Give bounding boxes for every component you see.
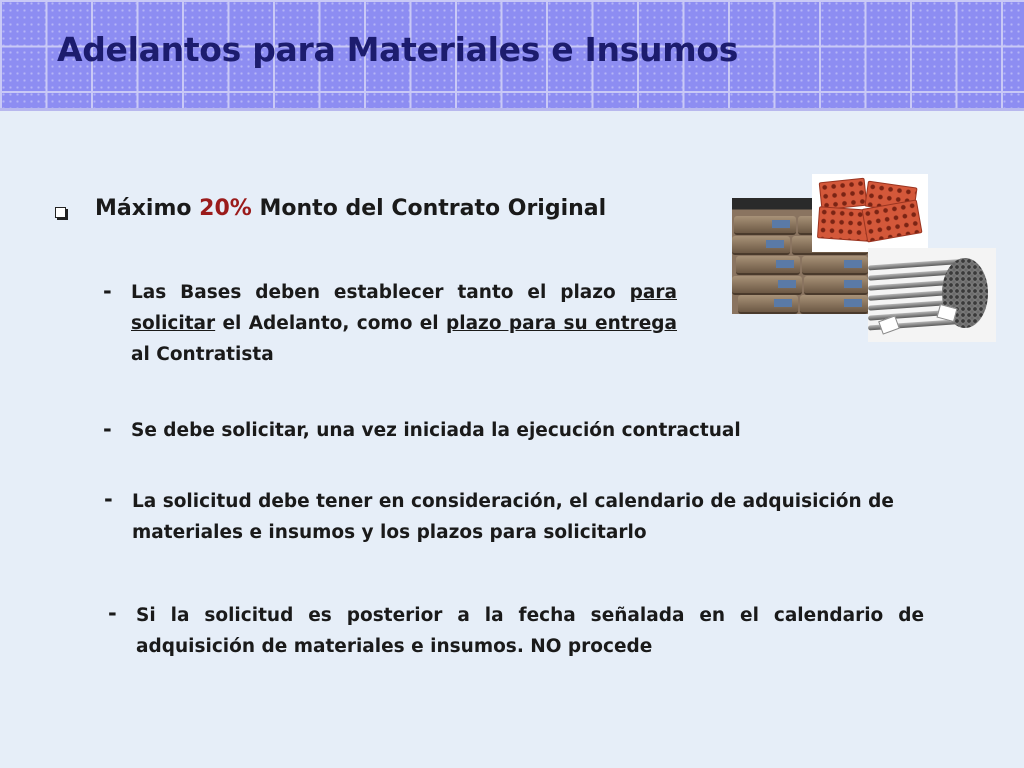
- sub-point-1-underline-a: para solicitar: [131, 282, 677, 334]
- sub-point-1: [131, 277, 677, 370]
- rebar-bundle-photo: [868, 248, 996, 342]
- main-point-prefix: Máximo: [95, 196, 200, 221]
- dash-bullet-icon: -: [104, 487, 113, 511]
- sub-point-1-text-c: al Contratista: [131, 344, 274, 365]
- sub-point-3: La solicitud debe tener en consideración, el calendario de adquisición de materiales e insumos y los plazos para solicitarlo: [132, 491, 894, 543]
- main-point-percent: 20%: [199, 196, 252, 221]
- main-point: [95, 196, 606, 221]
- dash-bullet-icon: -: [108, 601, 117, 625]
- sub-point-2: Se debe solicitar, una vez iniciada la ejecución contractual: [131, 420, 741, 441]
- sub-point-1-underline-b: plazo para su entrega: [445, 313, 678, 334]
- square-bullet-icon: [55, 207, 66, 218]
- sub-point-1-text-a: Las Bases deben establecer tanto el plazo: [131, 282, 630, 303]
- sub-point-1-text-b: el Adelanto, como el: [215, 313, 446, 334]
- sub-point-4: Si la solicitud es posterior a la fecha señalada en el calendario de adquisición de materiales e insumos. NO procede: [136, 605, 924, 657]
- main-point-suffix: Monto del Contrato Original: [251, 196, 607, 221]
- bricks-photo: [812, 174, 928, 252]
- dash-bullet-icon: -: [103, 279, 112, 303]
- dash-bullet-icon: -: [103, 417, 112, 441]
- slide-title: Adelantos para Materiales e Insumos: [57, 30, 739, 69]
